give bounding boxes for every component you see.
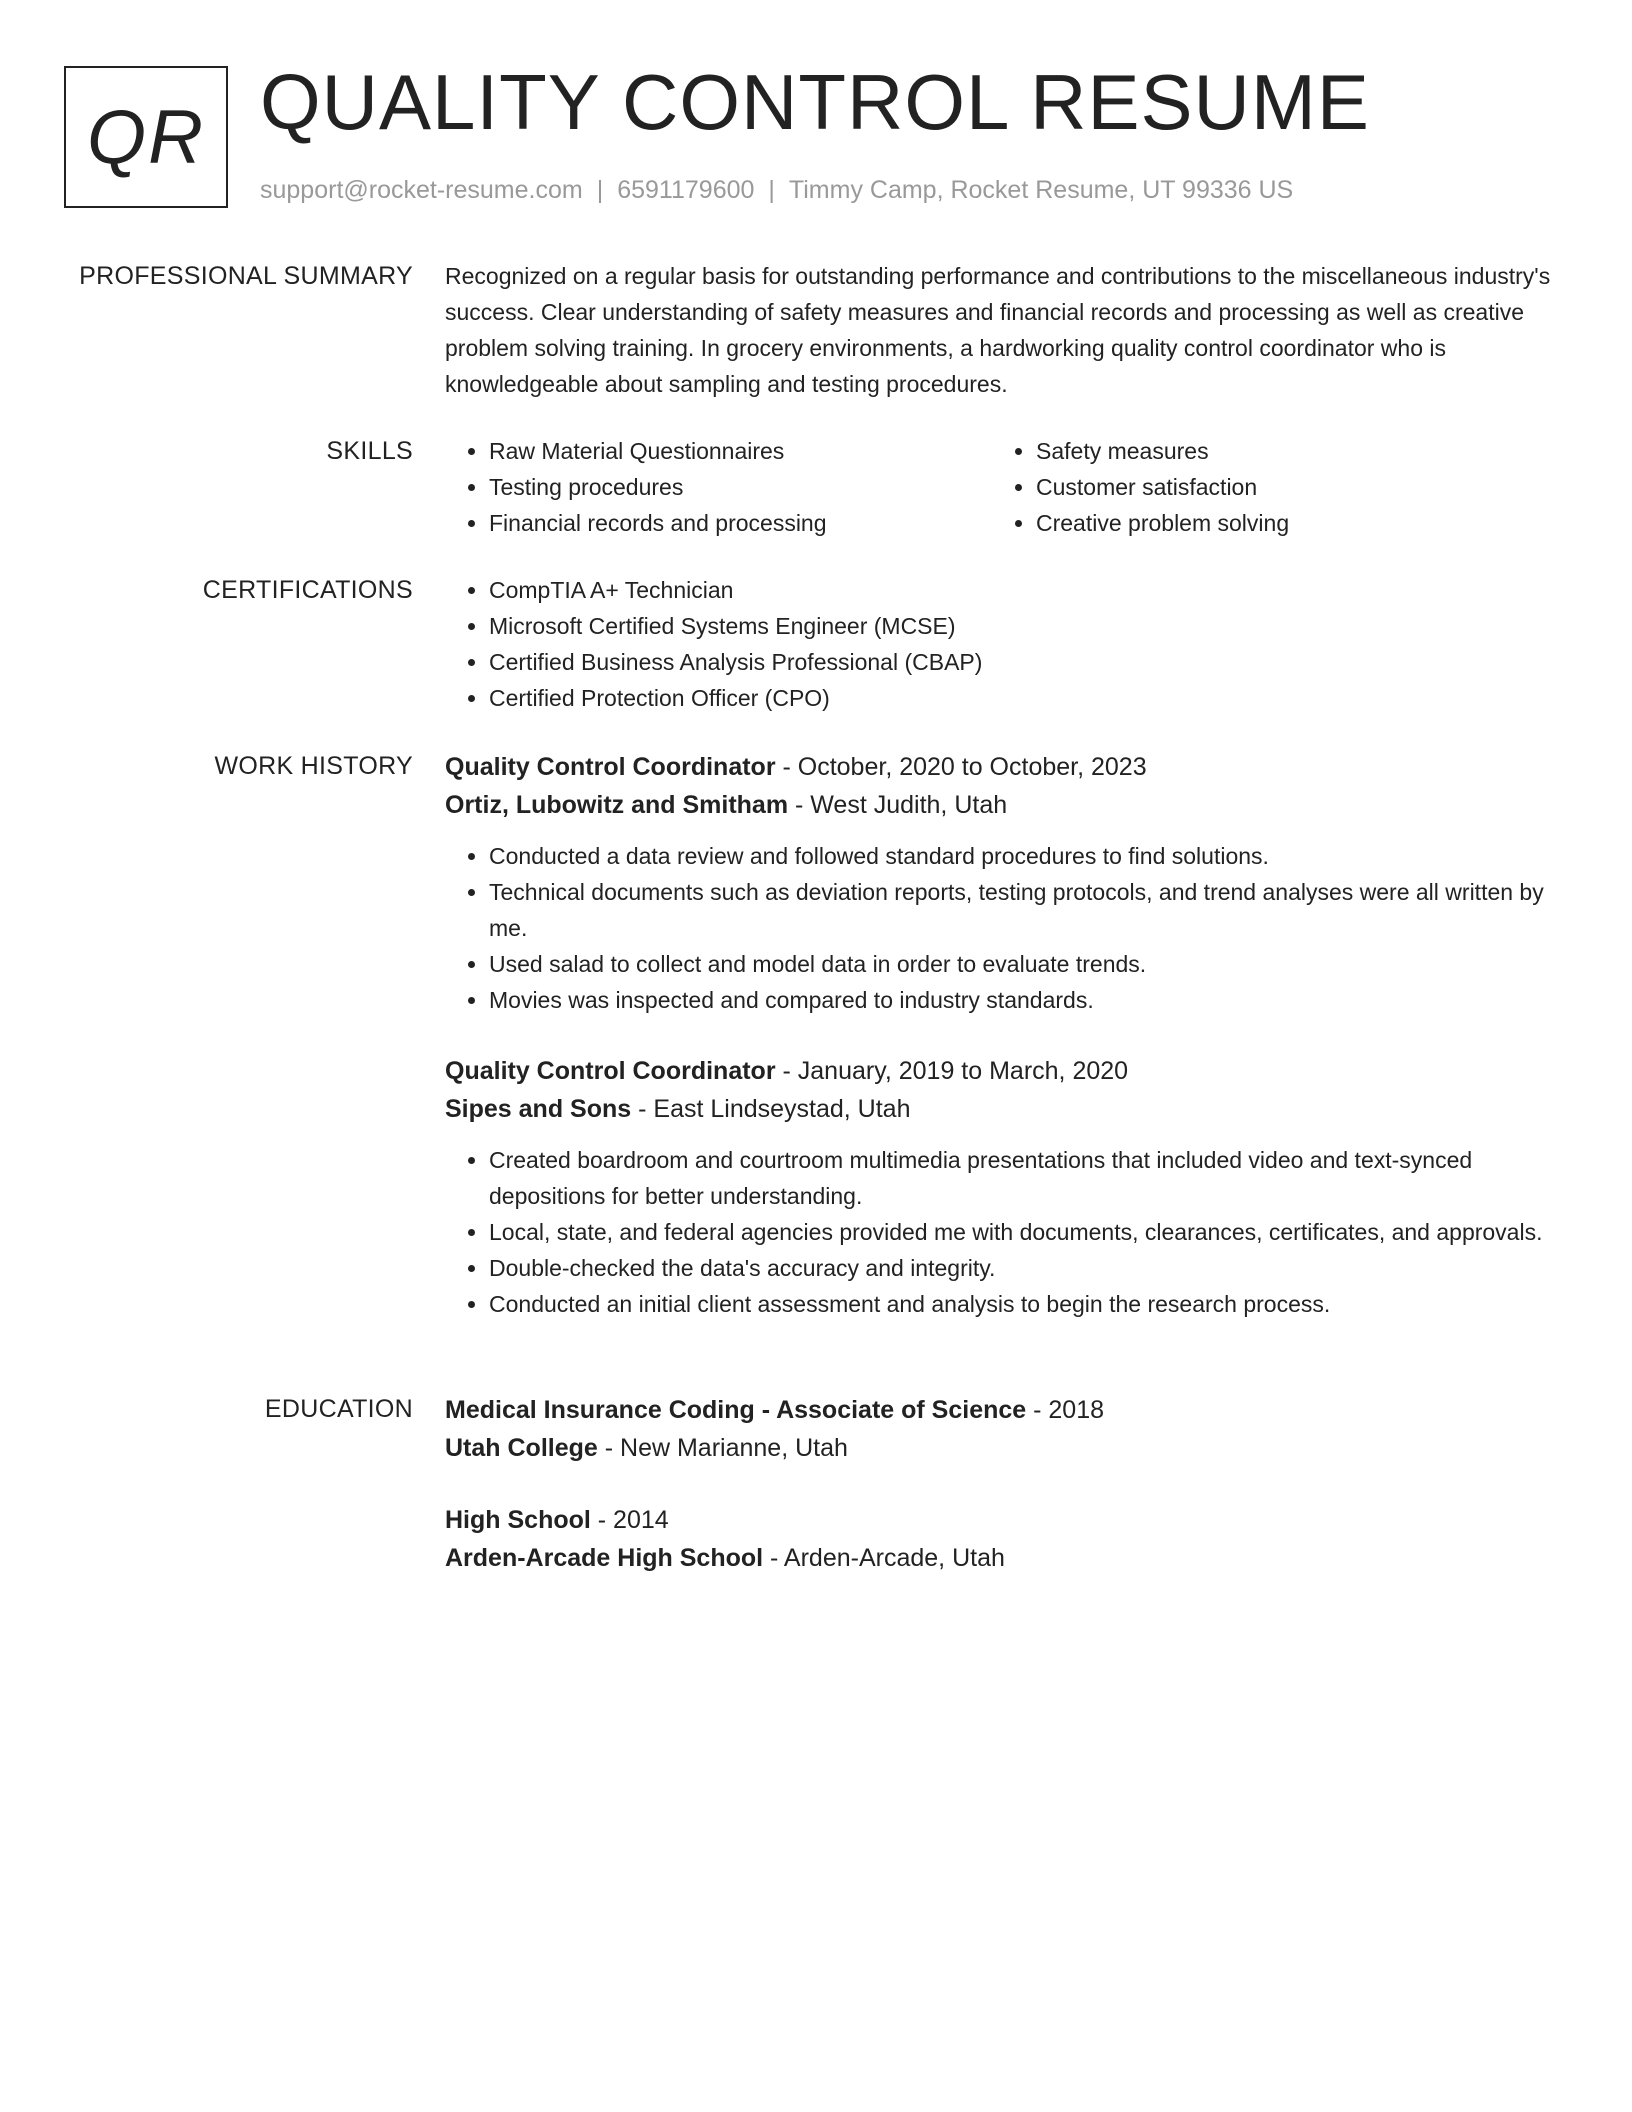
job-entry [445, 1052, 1565, 1322]
job-company: Ortiz, Lubowitz and Smitham [445, 791, 789, 819]
job-dates: - January, 2019 to March, 2020 [775, 1057, 1129, 1085]
education-degree: High School [445, 1506, 591, 1534]
job-bullets [445, 1142, 1565, 1322]
education-year: - 2018 [1026, 1396, 1105, 1424]
certification-item: • CompTIA A+ Technician [489, 572, 1565, 608]
work-history-body [445, 748, 1565, 1322]
monogram-logo: QR [64, 66, 228, 208]
job-title: Quality Control Coordinator [445, 1057, 776, 1085]
education-school-line [445, 1429, 1565, 1467]
job-entry [445, 748, 1565, 1018]
job-bullet: • Local, state, and federal agencies provided me with documents, clearances, certificates, and approvals. [489, 1214, 1565, 1250]
contact-line [260, 174, 1293, 206]
skill-item: • Creative problem solving [1036, 505, 1539, 541]
job-title-line [445, 748, 1565, 786]
skill-item: • Financial records and processing [489, 505, 992, 541]
certification-item: • Certified Protection Officer (CPO) [489, 680, 1565, 716]
skill-item: • Safety measures [1036, 433, 1539, 469]
education-degree-line [445, 1391, 1565, 1429]
job-bullet: • Double-checked the data's accuracy and integrity. [489, 1250, 1565, 1286]
job-bullets [445, 838, 1565, 1018]
job-bullet: • Created boardroom and courtroom multimedia presentations that included video and text-synced depositions for better understanding. [489, 1142, 1565, 1214]
contact-email[interactable]: support@rocket-resume.com [260, 176, 583, 204]
education-school: Utah College [445, 1434, 598, 1462]
education-school: Arden-Arcade High School [445, 1544, 764, 1572]
certification-item: • Certified Business Analysis Professional (CBAP) [489, 644, 1565, 680]
job-title: Quality Control Coordinator [445, 753, 776, 781]
contact-phone[interactable]: 6591179600 [617, 176, 755, 204]
education-degree-line [445, 1501, 1565, 1539]
work-history-label: WORK HISTORY [214, 752, 413, 780]
skill-item: • Raw Material Questionnaires [489, 433, 992, 469]
job-company-line [445, 1090, 1565, 1128]
job-bullet: • Used salad to collect and model data in order to evaluate trends. [489, 946, 1565, 982]
skills-body [445, 433, 1565, 541]
job-bullet: • Conducted an initial client assessment and analysis to begin the research process. [489, 1286, 1565, 1322]
job-location: - East Lindseystad, Utah [631, 1095, 911, 1123]
job-dates: - October, 2020 to October, 2023 [775, 753, 1147, 781]
skill-item: • Testing procedures [489, 469, 992, 505]
contact-separator: | [768, 176, 775, 204]
certifications-label: CERTIFICATIONS [202, 576, 413, 604]
education-degree: Medical Insurance Coding - Associate of Science [445, 1396, 1027, 1424]
job-title-line [445, 1052, 1565, 1090]
summary-body [445, 258, 1565, 402]
skills-label: SKILLS [326, 437, 413, 465]
certifications-body [445, 572, 1565, 716]
education-school-line [445, 1539, 1565, 1577]
education-year: - 2014 [590, 1506, 669, 1534]
skills-column-left [445, 433, 992, 541]
contact-separator: | [596, 176, 604, 204]
summary-text: Recognized on a regular basis for outstanding performance and contributions to the miscellaneous industry's success. Clear understanding of safety measures and financial records and processing as well as creative problem solving training. In grocery environments, a hardworking quality control coordinator who is knowledgeable about sampling and testing procedures. [445, 263, 1551, 397]
education-location: - Arden-Arcade, Utah [763, 1544, 1005, 1572]
job-location: - West Judith, Utah [788, 791, 1008, 819]
summary-label: PROFESSIONAL SUMMARY [79, 262, 413, 290]
education-location: - New Marianne, Utah [597, 1434, 848, 1462]
resume-title: QUALITY CONTROL RESUME [260, 58, 1370, 146]
education-entry [445, 1501, 1565, 1577]
job-company-line [445, 786, 1565, 824]
skill-item: • Customer satisfaction [1036, 469, 1539, 505]
skills-column-right [992, 433, 1539, 541]
education-label: EDUCATION [264, 1395, 413, 1423]
certification-item: • Microsoft Certified Systems Engineer (MCSE) [489, 608, 1565, 644]
job-bullet: • Technical documents such as deviation reports, testing protocols, and trend analyses were all written by me. [489, 874, 1565, 946]
job-bullet: • Movies was inspected and compared to industry standards. [489, 982, 1565, 1018]
education-body [445, 1391, 1565, 1577]
job-company: Sipes and Sons [445, 1095, 632, 1123]
contact-address: Timmy Camp, Rocket Resume, UT 99336 US [788, 176, 1294, 204]
job-bullet: • Conducted a data review and followed standard procedures to find solutions. [489, 838, 1565, 874]
education-entry [445, 1391, 1565, 1467]
